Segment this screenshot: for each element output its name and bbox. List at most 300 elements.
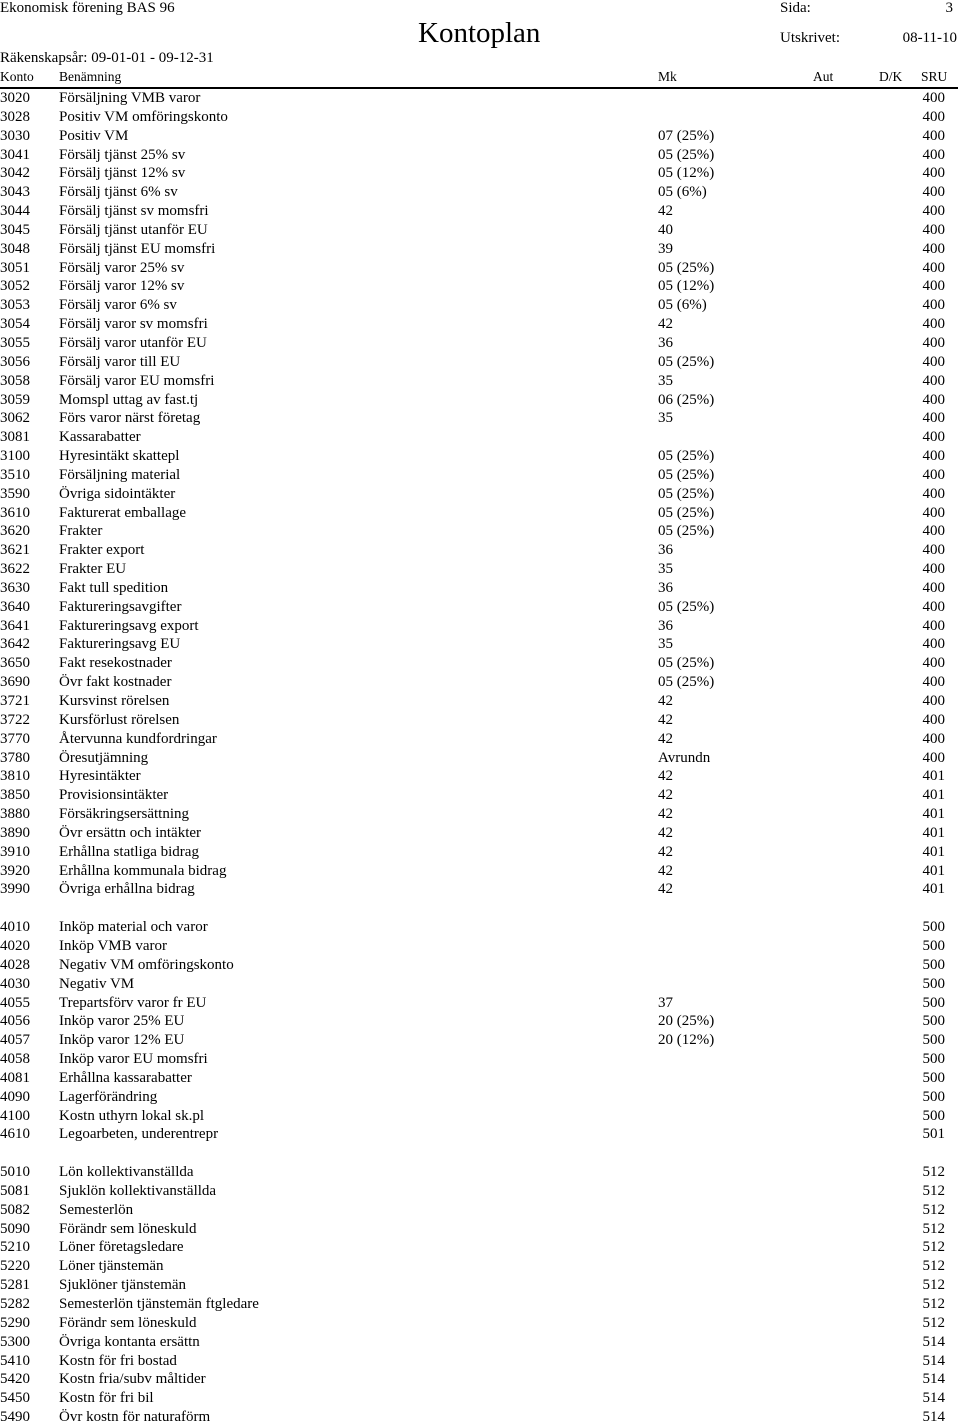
- sru-code: 512: [922, 1164, 945, 1181]
- account-number: 3630: [0, 579, 30, 596]
- sru-code: 514: [922, 1333, 945, 1350]
- account-name: Försäljning material: [59, 466, 181, 483]
- account-name: Försälj varor sv momsfri: [59, 316, 208, 333]
- account-number: 5210: [0, 1239, 30, 1256]
- sru-code: 400: [922, 542, 945, 559]
- sru-code: 512: [922, 1182, 945, 1199]
- account-number: 3053: [0, 297, 30, 314]
- account-name: Förs varor närst företag: [59, 410, 201, 427]
- table-row: [0, 146, 960, 165]
- sru-code: 512: [922, 1277, 945, 1294]
- account-number: 5220: [0, 1258, 30, 1275]
- page-number: 3: [945, 0, 953, 16]
- column-header-konto: Konto: [0, 69, 34, 84]
- account-name: Kassarabatter: [59, 429, 141, 446]
- account-name: Lagerförändring: [59, 1088, 158, 1105]
- table-row: [0, 937, 960, 956]
- vat-code: 20 (25%): [658, 1013, 715, 1030]
- sru-code: 514: [922, 1352, 945, 1369]
- account-number: 3052: [0, 278, 30, 295]
- sru-code: 400: [922, 108, 945, 125]
- account-number: 3081: [0, 429, 30, 446]
- account-number: 5082: [0, 1201, 30, 1218]
- account-number: 3020: [0, 90, 30, 106]
- account-name: Frakter: [59, 523, 103, 540]
- table-row: [0, 259, 960, 278]
- vat-code: 05 (25%): [658, 485, 715, 502]
- table-row: [0, 880, 960, 899]
- account-name: Övr kostn för naturaförm: [59, 1409, 211, 1426]
- sru-code: 400: [922, 127, 945, 144]
- sru-code: 512: [922, 1296, 945, 1312]
- account-name: Faktureringsavg EU: [59, 636, 181, 653]
- printed-date: 08-11-10: [902, 30, 957, 46]
- account-name: Provisionsintäkter: [59, 787, 169, 804]
- account-name: Försälj varor 6% sv: [59, 297, 177, 314]
- sru-code: 400: [922, 674, 945, 691]
- sru-code: 400: [922, 504, 945, 521]
- vat-code: 35: [658, 636, 673, 653]
- account-name: Trepartsförv varor fr EU: [59, 994, 207, 1011]
- account-name: Kursförlust rörelsen: [59, 711, 180, 728]
- account-name: Kursvinst rörelsen: [59, 693, 170, 709]
- sru-code: 514: [922, 1371, 945, 1388]
- table-row: [0, 89, 960, 108]
- account-name: Försälj tjänst 6% sv: [59, 184, 178, 201]
- vat-code: 42: [658, 203, 673, 220]
- vat-code: 35: [658, 561, 673, 578]
- account-number: 5490: [0, 1409, 30, 1426]
- account-number: 3622: [0, 561, 30, 578]
- table-row: [0, 240, 960, 259]
- vat-code: 05 (6%): [658, 297, 707, 314]
- column-header-mk: Mk: [658, 69, 677, 84]
- vat-code: 35: [658, 410, 673, 427]
- sru-code: 400: [922, 90, 945, 106]
- account-number: 3620: [0, 523, 30, 540]
- account-number: 4081: [0, 1069, 30, 1086]
- vat-code: 05 (25%): [658, 674, 715, 691]
- account-number: 3062: [0, 410, 30, 427]
- table-row: [0, 277, 960, 296]
- table-row: [0, 1333, 960, 1352]
- account-name: Förändr sem löneskuld: [59, 1220, 197, 1237]
- table-row: [0, 202, 960, 221]
- table-row: [0, 1201, 960, 1220]
- account-name: Negativ VM omföringskonto: [59, 956, 234, 973]
- sru-code: 400: [922, 184, 945, 201]
- sru-code: 500: [922, 1069, 945, 1086]
- sru-code: 400: [922, 334, 945, 351]
- sru-code: 500: [922, 937, 945, 954]
- table-row: [0, 1050, 960, 1069]
- account-name: Försäkringsersättning: [59, 806, 189, 823]
- table-row: [0, 485, 960, 504]
- table-row: [0, 824, 960, 843]
- vat-code: 42: [658, 862, 673, 879]
- sru-code: 512: [922, 1239, 945, 1256]
- table-row: [0, 730, 960, 749]
- account-name: Övriga sidointäkter: [59, 485, 176, 502]
- vat-code: 36: [658, 542, 673, 559]
- account-number: 3042: [0, 165, 30, 182]
- account-name: Övr ersättn och intäkter: [59, 824, 202, 841]
- table-row: [0, 353, 960, 372]
- table-row: [0, 975, 960, 994]
- table-row: [0, 466, 960, 485]
- account-number: 3044: [0, 203, 30, 220]
- table-row: [0, 372, 960, 391]
- vat-code: 05 (6%): [658, 184, 707, 201]
- account-name: Negativ VM: [59, 975, 135, 992]
- table-row: [0, 1408, 960, 1427]
- table-row: [0, 1238, 960, 1257]
- table-row: [0, 617, 960, 636]
- account-number: 4010: [0, 919, 30, 936]
- table-row: [0, 560, 960, 579]
- account-number: 4090: [0, 1088, 30, 1105]
- vat-code: 07 (25%): [658, 127, 715, 144]
- account-number: 4030: [0, 975, 30, 992]
- table-row: [0, 805, 960, 824]
- account-name: Frakter export: [59, 542, 145, 559]
- vat-code: 42: [658, 693, 673, 709]
- page-title: Kontoplan: [418, 17, 541, 49]
- account-name: Öresutjämning: [59, 749, 149, 766]
- sru-code: 512: [922, 1258, 945, 1275]
- account-name: Löner tjänstemän: [59, 1258, 164, 1275]
- vat-code: Avrundn: [658, 749, 711, 766]
- account-number: 5300: [0, 1333, 30, 1350]
- account-name: Erhållna kassarabatter: [59, 1069, 192, 1086]
- table-row: [0, 692, 960, 711]
- vat-code: 05 (25%): [658, 466, 715, 483]
- table-row: [0, 391, 960, 410]
- account-number: 3055: [0, 334, 30, 351]
- sru-code: 400: [922, 579, 945, 596]
- sru-code: 400: [922, 636, 945, 653]
- organization-name: Ekonomisk förening BAS 96: [0, 0, 175, 16]
- sru-code: 400: [922, 448, 945, 465]
- vat-code: 05 (25%): [658, 146, 715, 163]
- account-number: 4058: [0, 1051, 30, 1068]
- sru-code: 401: [922, 843, 945, 860]
- sru-code: 400: [922, 372, 945, 389]
- account-number: 3100: [0, 448, 30, 465]
- vat-code: 36: [658, 334, 673, 351]
- sru-code: 400: [922, 297, 945, 314]
- account-number: 3051: [0, 259, 30, 276]
- vat-code: 05 (25%): [658, 259, 715, 276]
- column-header-sru: SRU: [921, 69, 948, 84]
- table-row: [0, 749, 960, 768]
- account-number: 3641: [0, 617, 30, 634]
- table-row: [0, 447, 960, 466]
- sru-code: 500: [922, 919, 945, 936]
- account-number: 3048: [0, 240, 30, 257]
- sru-code: 400: [922, 353, 945, 370]
- account-name: Erhållna kommunala bidrag: [59, 862, 227, 879]
- account-name: Kostn för fri bil: [59, 1390, 154, 1407]
- table-row: [0, 428, 960, 447]
- account-number: 3890: [0, 824, 30, 841]
- account-name: Positiv VM: [59, 127, 129, 144]
- account-number: 3058: [0, 372, 30, 389]
- table-row: [0, 1257, 960, 1276]
- account-number: 4057: [0, 1032, 30, 1049]
- account-number: 3590: [0, 485, 30, 502]
- sru-code: 401: [922, 824, 945, 841]
- account-name: Frakter EU: [59, 561, 127, 578]
- account-number: 5281: [0, 1277, 30, 1294]
- account-number: 5282: [0, 1296, 30, 1312]
- account-number: 5090: [0, 1220, 30, 1237]
- sru-code: 501: [922, 1126, 945, 1143]
- table-row: [0, 1125, 960, 1144]
- sru-code: 401: [922, 768, 945, 785]
- table-row: [0, 598, 960, 617]
- vat-code: 37: [658, 994, 673, 1011]
- sru-code: 400: [922, 316, 945, 333]
- table-row: [0, 862, 960, 881]
- sru-code: 400: [922, 730, 945, 747]
- account-number: 3810: [0, 768, 30, 785]
- sru-code: 512: [922, 1201, 945, 1218]
- account-name: Inköp varor 12% EU: [59, 1032, 185, 1049]
- vat-code: 20 (12%): [658, 1032, 715, 1049]
- account-name: Försälj varor 12% sv: [59, 278, 185, 295]
- fiscal-year: Räkenskapsår: 09-01-01 - 09-12-31: [0, 50, 214, 66]
- sru-code: 400: [922, 711, 945, 728]
- account-name: Hyresintäkter: [59, 768, 141, 785]
- table-row: [0, 1352, 960, 1371]
- table-row: [0, 127, 960, 146]
- table-row: [0, 1031, 960, 1050]
- column-header-aut: Aut: [813, 69, 834, 84]
- account-name: Försälj tjänst EU momsfri: [59, 240, 216, 257]
- table-row: [0, 221, 960, 240]
- vat-code: 05 (25%): [658, 353, 715, 370]
- account-number: 4056: [0, 1013, 30, 1030]
- vat-code: 42: [658, 316, 673, 333]
- account-number: 3043: [0, 184, 30, 201]
- account-number: 3030: [0, 127, 30, 144]
- account-name: Övriga kontanta ersättn: [59, 1333, 200, 1350]
- sru-code: 400: [922, 466, 945, 483]
- account-number: 5010: [0, 1164, 30, 1181]
- printed-label: Utskrivet:: [780, 30, 840, 46]
- account-name: Inköp material och varor: [59, 919, 208, 936]
- account-number: 4020: [0, 937, 30, 954]
- table-row: [0, 918, 960, 937]
- account-name: Sjuklön kollektivanställda: [59, 1182, 217, 1199]
- table-row: [0, 673, 960, 692]
- account-name: Försälj varor till EU: [59, 353, 181, 370]
- account-name: Försälj tjänst 25% sv: [59, 146, 186, 163]
- account-name: Övr fakt kostnader: [59, 674, 172, 691]
- account-number: 3045: [0, 221, 30, 238]
- sru-code: 400: [922, 278, 945, 295]
- sru-code: 500: [922, 1088, 945, 1105]
- table-row: [0, 579, 960, 598]
- account-number: 3059: [0, 391, 30, 408]
- table-row: [0, 1088, 960, 1107]
- sru-code: 400: [922, 561, 945, 578]
- account-number: 3510: [0, 466, 30, 483]
- sru-code: 500: [922, 1032, 945, 1049]
- sru-code: 400: [922, 617, 945, 634]
- table-row: [0, 956, 960, 975]
- account-name: Förändr sem löneskuld: [59, 1314, 197, 1331]
- sru-code: 400: [922, 485, 945, 502]
- table-row: [0, 1012, 960, 1031]
- account-number: 3610: [0, 504, 30, 521]
- account-name: Positiv VM omföringskonto: [59, 108, 228, 125]
- account-number: 3722: [0, 711, 30, 728]
- table-row: [0, 711, 960, 730]
- account-name: Försälj varor utanför EU: [59, 334, 207, 351]
- sru-code: 514: [922, 1390, 945, 1407]
- account-number: 5410: [0, 1352, 30, 1369]
- sru-code: 500: [922, 1051, 945, 1068]
- table-row: [0, 1276, 960, 1295]
- account-name: Semesterlön tjänstemän ftgledare: [59, 1296, 259, 1312]
- sru-code: 401: [922, 787, 945, 804]
- sru-code: 512: [922, 1314, 945, 1331]
- account-number: 3041: [0, 146, 30, 163]
- account-name: Kostn fria/subv måltider: [59, 1371, 206, 1388]
- sru-code: 400: [922, 693, 945, 709]
- vat-code: 42: [658, 787, 673, 804]
- table-row: [0, 786, 960, 805]
- sru-code: 512: [922, 1220, 945, 1237]
- sru-code: 400: [922, 655, 945, 672]
- sru-code: 400: [922, 146, 945, 163]
- account-name: Inköp VMB varor: [59, 937, 168, 954]
- table-row: [0, 635, 960, 654]
- table-row: [0, 1370, 960, 1389]
- vat-code: 05 (12%): [658, 165, 715, 182]
- account-name: Försälj tjänst 12% sv: [59, 165, 186, 182]
- account-number: 3640: [0, 598, 30, 615]
- account-number: 4028: [0, 956, 30, 973]
- account-table: [0, 89, 960, 1427]
- account-name: Försälj tjänst sv momsfri: [59, 203, 209, 220]
- account-name: Momspl uttag av fast.tj: [59, 391, 199, 408]
- sru-code: 400: [922, 523, 945, 540]
- account-number: 5420: [0, 1371, 30, 1388]
- table-row: [0, 654, 960, 673]
- account-number: 3990: [0, 881, 30, 898]
- sru-code: 401: [922, 806, 945, 823]
- sru-code: 400: [922, 598, 945, 615]
- vat-code: 42: [658, 730, 673, 747]
- account-number: 3690: [0, 674, 30, 691]
- account-name: Legoarbeten, underentrepr: [59, 1126, 219, 1143]
- vat-code: 36: [658, 579, 673, 596]
- vat-code: 05 (25%): [658, 655, 715, 672]
- account-name: Försälj varor 25% sv: [59, 259, 185, 276]
- vat-code: 05 (25%): [658, 523, 715, 540]
- table-row: [0, 1314, 960, 1333]
- vat-code: 42: [658, 806, 673, 823]
- sru-code: 400: [922, 749, 945, 766]
- account-number: 3780: [0, 749, 30, 766]
- account-number: 3770: [0, 730, 30, 747]
- vat-code: 42: [658, 881, 673, 898]
- page-label: Sida:: [780, 0, 811, 16]
- sru-code: 500: [922, 956, 945, 973]
- account-name: Sjuklöner tjänstemän: [59, 1277, 187, 1294]
- account-name: Försälj varor EU momsfri: [59, 372, 215, 389]
- account-number: 4100: [0, 1107, 30, 1124]
- account-name: Faktureringsavgifter: [59, 598, 182, 615]
- vat-code: 05 (25%): [658, 598, 715, 615]
- account-number: 4610: [0, 1126, 30, 1143]
- vat-code: 42: [658, 768, 673, 785]
- table-row: [0, 843, 960, 862]
- table-row: [0, 315, 960, 334]
- sru-code: 400: [922, 221, 945, 238]
- table-row: [0, 1107, 960, 1126]
- sru-code: 401: [922, 881, 945, 898]
- account-name: Lön kollektivanställda: [59, 1164, 194, 1181]
- sru-code: 500: [922, 1013, 945, 1030]
- account-name: Kostn uthyrn lokal sk.pl: [59, 1107, 204, 1124]
- sru-code: 400: [922, 203, 945, 220]
- sru-code: 514: [922, 1409, 945, 1426]
- sru-code: 400: [922, 259, 945, 276]
- account-number: 5290: [0, 1314, 30, 1331]
- account-number: 3621: [0, 542, 30, 559]
- table-row: [0, 1295, 960, 1314]
- table-row: [0, 409, 960, 428]
- account-name: Fakt resekostnader: [59, 655, 172, 672]
- account-name: Försäljning VMB varor: [59, 90, 201, 106]
- account-number: 3721: [0, 693, 30, 709]
- vat-code: 42: [658, 711, 673, 728]
- account-name: Löner företagsledare: [59, 1239, 184, 1256]
- table-row: [0, 296, 960, 315]
- sru-code: 401: [922, 862, 945, 879]
- table-row: [0, 164, 960, 183]
- table-row: [0, 767, 960, 786]
- table-row: [0, 1182, 960, 1201]
- sru-code: 500: [922, 975, 945, 992]
- table-row: [0, 334, 960, 353]
- sru-code: 400: [922, 240, 945, 257]
- account-number: 3056: [0, 353, 30, 370]
- account-name: Erhållna statliga bidrag: [59, 843, 199, 860]
- account-number: 3028: [0, 108, 30, 125]
- account-number: 3642: [0, 636, 30, 653]
- vat-code: 39: [658, 240, 673, 257]
- account-name: Semesterlön: [59, 1201, 134, 1218]
- sru-code: 400: [922, 165, 945, 182]
- vat-code: 06 (25%): [658, 391, 715, 408]
- table-row: [0, 522, 960, 541]
- account-number: 3850: [0, 787, 30, 804]
- table-row: [0, 108, 960, 127]
- account-name: Kostn för fri bostad: [59, 1352, 177, 1369]
- account-name: Inköp varor EU momsfri: [59, 1051, 208, 1068]
- table-row: [0, 504, 960, 523]
- table-row: [0, 994, 960, 1013]
- account-name: Fakturerat emballage: [59, 504, 187, 521]
- account-name: Inköp varor 25% EU: [59, 1013, 185, 1030]
- account-name: Hyresintäkt skattepl: [59, 448, 180, 465]
- account-number: 3920: [0, 862, 30, 879]
